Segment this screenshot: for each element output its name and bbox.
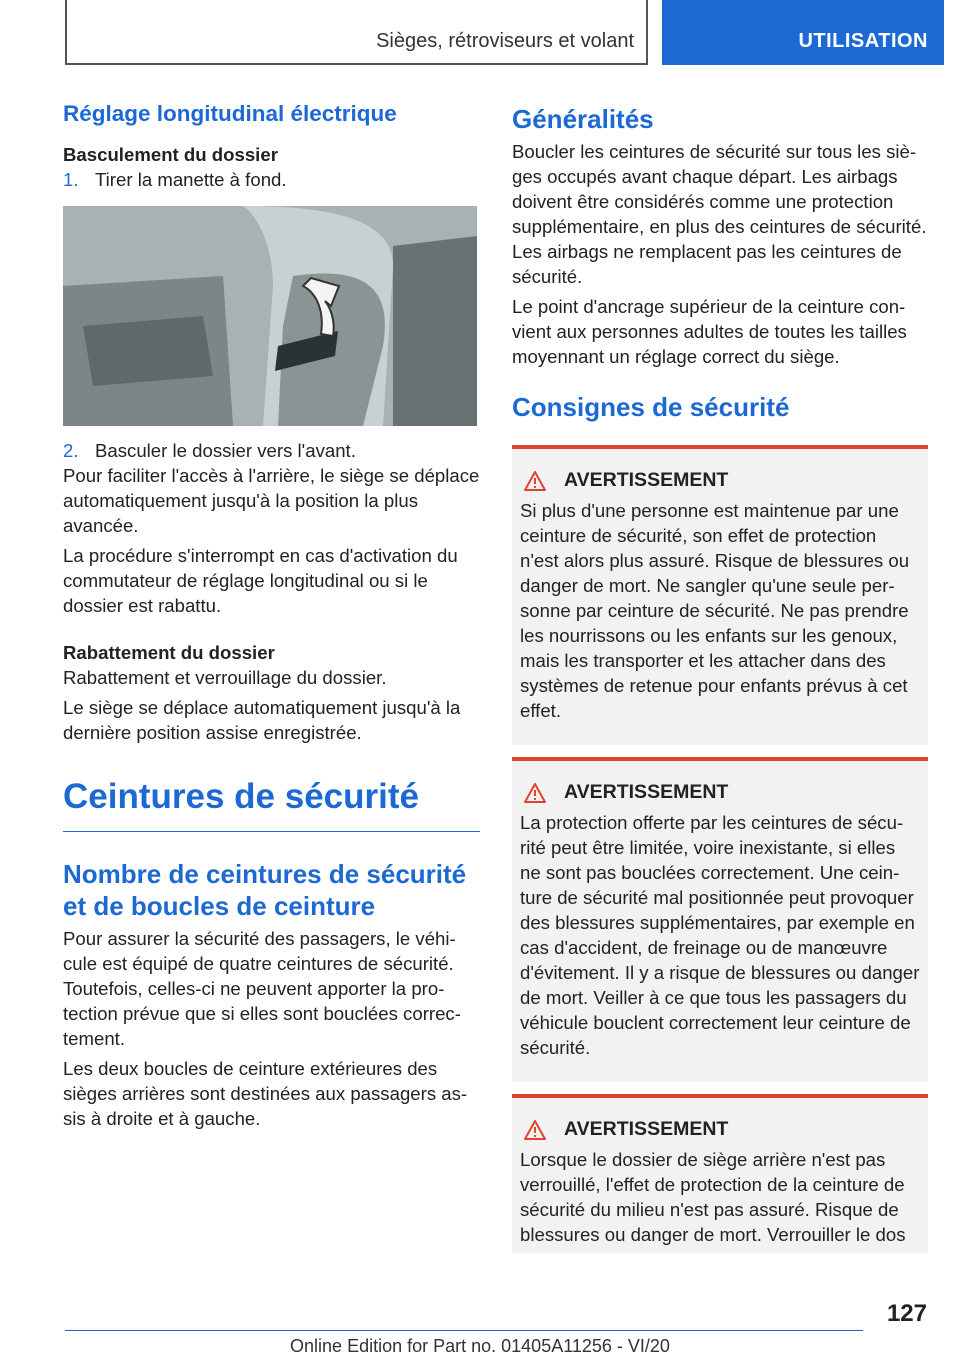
seat-lever-illustration (63, 206, 477, 426)
footer-edition: Online Edition for Part no. 01405A11256 - VI/20 (290, 1336, 670, 1356)
paragraph: Rabattement et verrouillage du dossier. (63, 667, 387, 688)
warning-heading (520, 781, 920, 804)
paragraph: Boucler les ceintures de sécurité sur tous les sièges occupés avant chaque départ. Les airbags doivent être considérés comme une protection supplémentaire, en plus des ceintures de sécurité. Les airbags ne remplacent pas les ceintures de sécurité. (512, 141, 927, 287)
section-title-belt-count: Nombre de ceintures de sécurité et de boucles de ceinture (63, 859, 467, 921)
warning-text: La protection offerte par les ceintures de sécurité peut être limitée, voire inexistante, si elles ne sont pas bouclées correctement. Une ceinture de sécurité mal positionnée peut provoquer des blessures supplémentaires, par exemple en cas d'accident, de freinage ou de manœuvre d'évitement. Il y a risque de blessures ou danger de mort. Veiller à ce que tous les passagers du véhicule bouclent correctement leur ceinture de sécurité. (520, 812, 920, 1058)
running-header-section-tab: UTILISATION (662, 0, 944, 65)
warning-text: Lorsque le dossier de siège arrière n'est pas verrouillé, l'effet de protection de la ceinture de sécurité du milieu n'est pas assuré. Risque de blessures ou danger de mort. Verrouiller le dos (520, 1149, 906, 1245)
warning-text: Si plus d'une personne est maintenue par une ceinture de sécurité, son effet de protection n'est alors plus assuré. Risque de blessures ou danger de mort. Ne sangler qu'une seule personne par ceinture de sécurité. Ne pas prendre les nourrissons ou les enfants sur les genoux, mais les transporter et les attacher dans des systèmes de retenue pour enfants prévus à cet effet. (520, 500, 910, 721)
warning-heading (520, 1118, 920, 1141)
right-column (512, 100, 928, 1253)
warning-box-1 (512, 445, 928, 745)
warning-label: AVERTISSEMENT (564, 1118, 729, 1140)
warning-heading (520, 469, 920, 492)
section-title-electric-adjustment: Réglage longitudinal électrique (63, 101, 397, 126)
warning-triangle-icon (524, 471, 546, 491)
seat-lever-photo (63, 206, 477, 426)
warning-box-2 (512, 757, 928, 1082)
warning-triangle-icon (524, 783, 546, 803)
section-title-safety: Consignes de sécurité (512, 392, 790, 422)
subheading-backrest-fold: Rabattement du dossier (63, 642, 275, 663)
warning-triangle-icon (524, 1120, 546, 1140)
step-1 (63, 167, 480, 192)
step-text: Basculer le dossier vers l'avant. (95, 440, 356, 461)
warning-label: AVERTISSEMENT (564, 469, 729, 491)
chapter-rule (63, 831, 480, 832)
paragraph: Les deux boucles de ceinture extérieures des sièges arrières sont destinées aux passagers assis à droite et à gauche. (63, 1058, 468, 1129)
warning-label: AVERTISSEMENT (564, 781, 729, 803)
chapter-title-seat-belts: Ceintures de sécurité (63, 777, 419, 816)
step-number: 2. (63, 440, 79, 461)
paragraph: Le point d'ancrage supérieur de la ceinture convient aux personnes adultes de toutes les tailles moyennant un réglage correct du siège. (512, 296, 907, 367)
step-text: Tirer la manette à fond. (95, 169, 287, 190)
left-column (63, 100, 480, 1136)
paragraph: Pour assurer la sécurité des passagers, le véhicule est équipé de quatre ceintures de sécurité. Toutefois, celles-ci ne peuvent apporter la protection prévue que si elles sont bouclées correctement. (63, 928, 461, 1049)
paragraph: Pour faciliter l'accès à l'arrière, le siège se déplace automatiquement jusqu'à la position la plus avancée. (63, 465, 480, 536)
paragraph: Le siège se déplace automatiquement jusqu'à la dernière position assise enregistrée. (63, 697, 461, 743)
running-header-chapter: Sièges, rétroviseurs et volant (65, 0, 648, 65)
subheading-backrest-tilt: Basculement du dossier (63, 144, 278, 165)
step-number: 1. (63, 169, 79, 190)
section-title-general: Généralités (512, 104, 654, 134)
paragraph: La procédure s'interrompt en cas d'activation du commutateur de réglage longitudinal ou si le dossier est rabattu. (63, 545, 458, 616)
warning-box-3 (512, 1094, 928, 1253)
page-number: 127 (886, 1300, 927, 1327)
step-2 (63, 438, 480, 463)
footer-rule (65, 1330, 863, 1331)
